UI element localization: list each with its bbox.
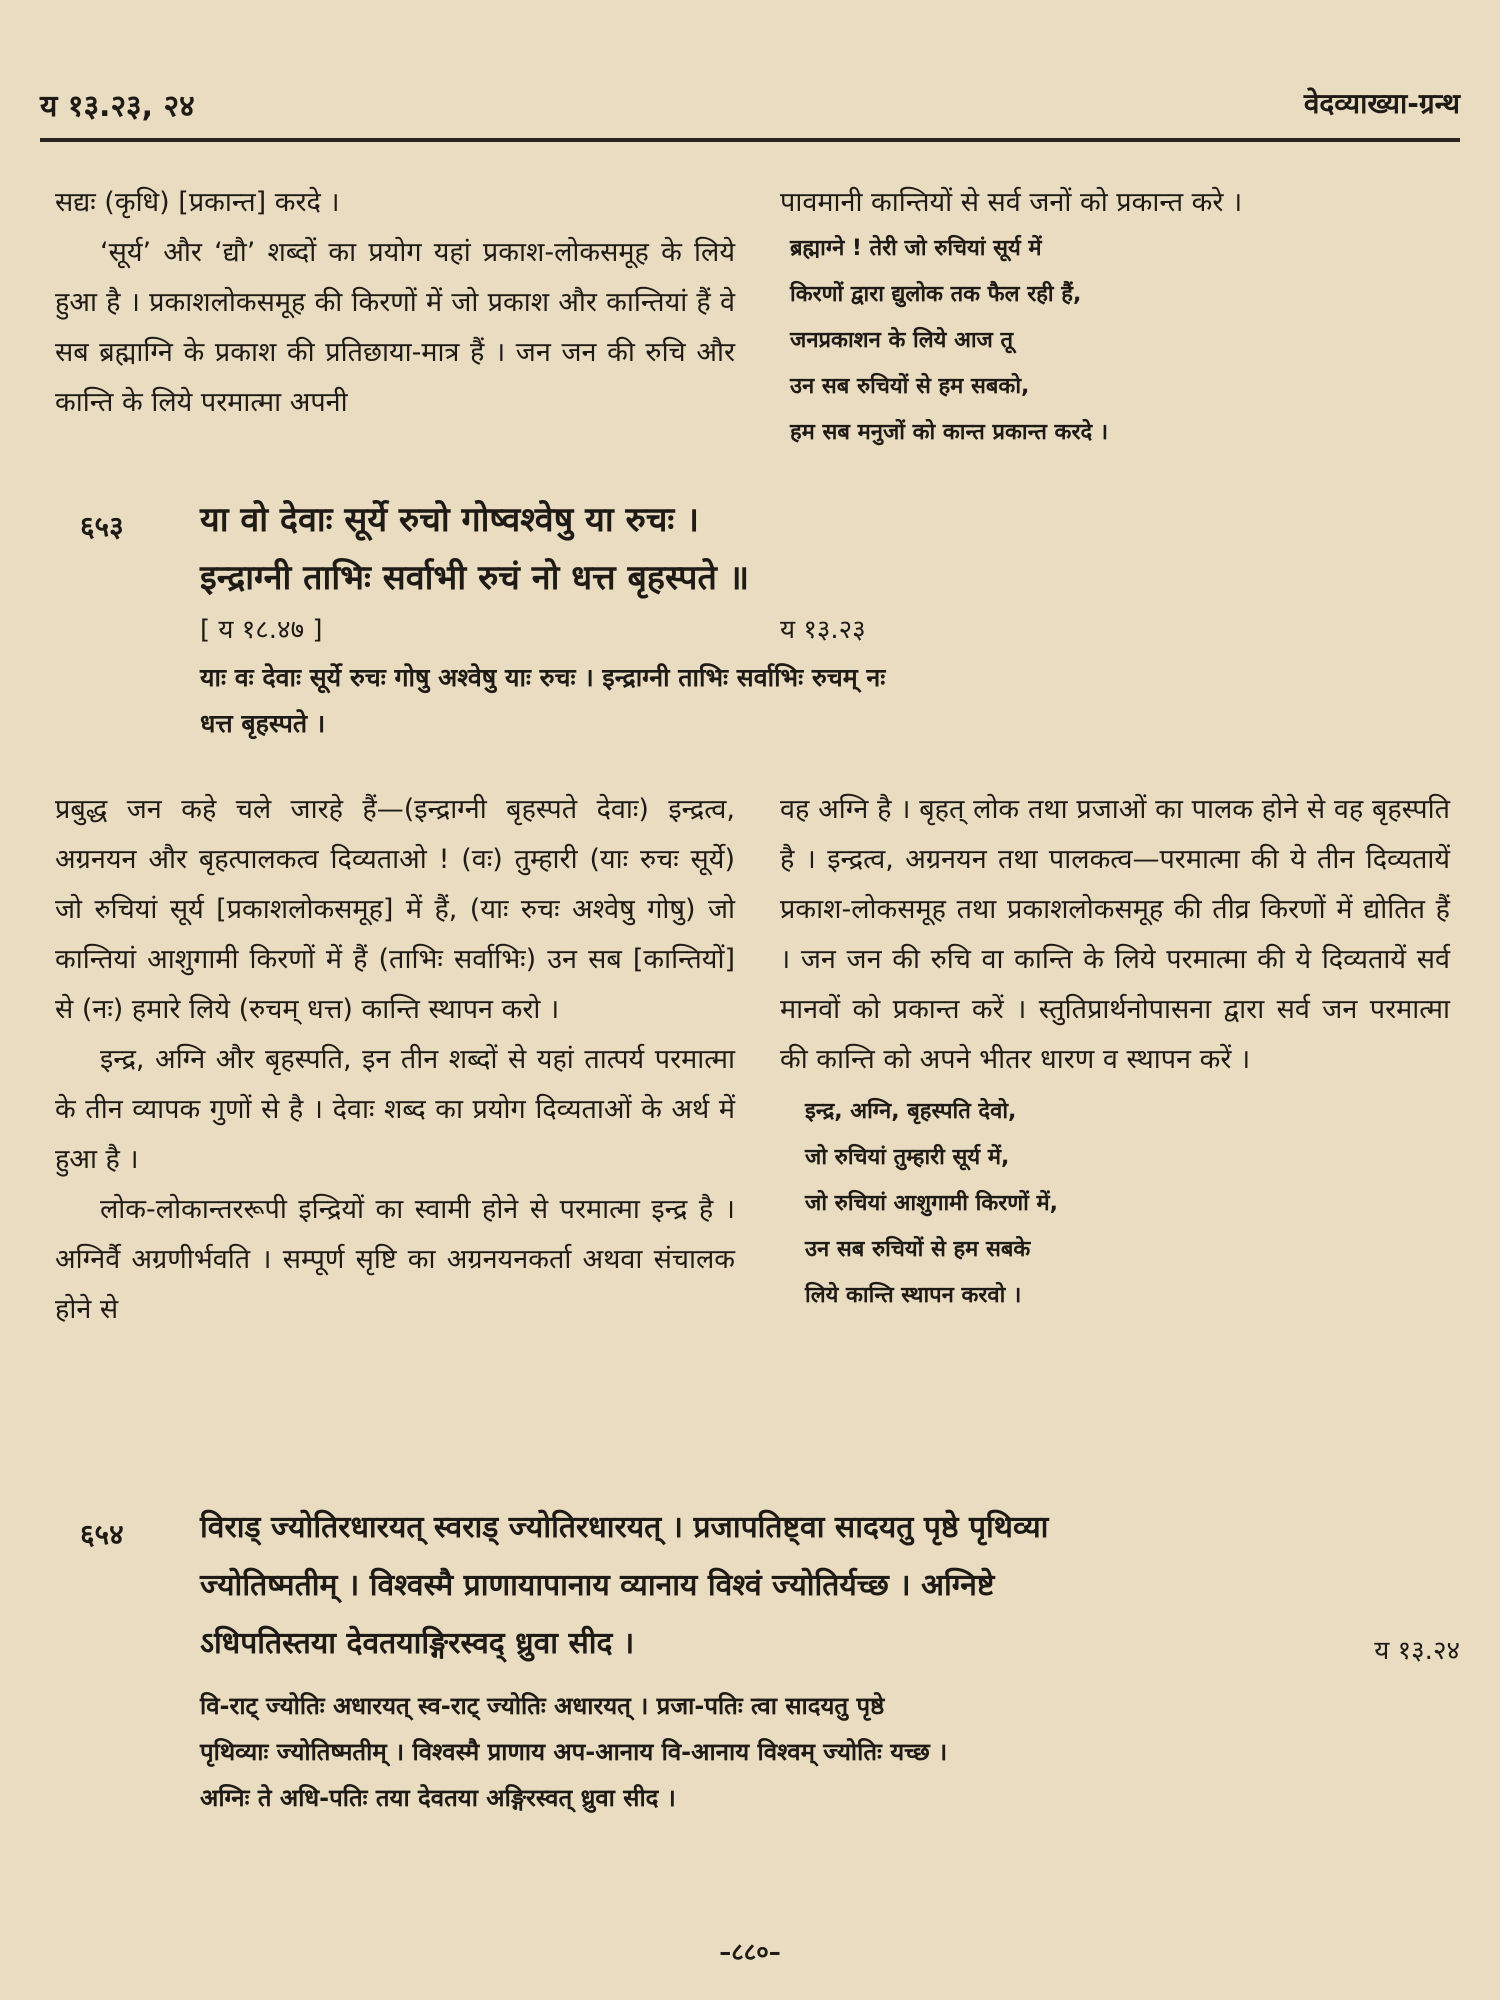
header-book-title: वेदव्याख्या-ग्रन्थ [1303,87,1460,120]
verse-line: उन सब रुचियों से हम सबके [805,1237,1031,1262]
page-number: –८८०– [719,1938,781,1966]
hindi-verse-block [780,226,1450,456]
section2-right-column [780,785,1450,1319]
body-paragraph: सद्यः (कृधि) [प्रकान्त] करदे । [55,187,340,218]
padapatha-line: वि-राट् ज्योतिः अधारयत् स्व-राट् ज्योतिः अधारयत् । प्रजा-पतिः त्वा सादयतु पृष्ठे [200,1692,885,1720]
body-paragraph: लोक-लोकान्तररूपी इन्द्रियों का स्वामी होने से परमात्मा इन्द्र है । अग्निर्वै अग्रणीर्भवति । सम्पूर्ण सृष्टि का अग्रनयनकर्ता अथवा संचालक होने से [55,1194,735,1325]
padapatha-line: अग्निः ते अधि-पतिः तया देवतया अङ्गिरस्वत् ध्रुवा सीद । [200,1784,676,1812]
body-paragraph: इन्द्र, अग्नि और बृहस्पति, इन तीन शब्दों से यहां तात्पर्य परमात्मा के तीन व्यापक गुणों से है । देवाः शब्द का प्रयोग दिव्यताओं के अर्थ में हुआ है । [55,1044,735,1175]
verse-line: जो रुचियां आशुगामी किरणों में, [805,1191,1059,1216]
body-paragraph: वह अग्नि है । बृहत् लोक तथा प्रजाओं का पालक होने से वह बृहस्पति है । इन्द्रत्व, अग्रनयन तथा पालकत्व—परमात्मा की ये तीन दिव्यतायें प्रकाश-लोकसमूह तथा प्रकाशलोकसमूह की तीव्र किरणों में द्योतित हैं । जन जन की रुचि वा कान्ति के लिये परमात्मा की ये दिव्यतायें सर्व मानवों को प्रकान्त करें । स्तुतिप्रार्थनोपासना द्वारा सर्व जन परमात्मा की कान्ति को अपने भीतर धारण व स्थापन करें । [780,794,1450,1075]
padapatha-block [200,1683,947,1821]
mantra-line: ज्योतिष्मतीम् । विश्वस्मै प्राणायापानाय व्यानाय विश्वं ज्योतिर्यच्छ । अग्निष्टे [200,1568,995,1603]
header-rule [40,138,1460,142]
verse-line: लिये कान्ति स्थापन करवो । [805,1283,1022,1308]
mantra-653 [80,495,1460,745]
body-paragraph: पावमानी कान्तियों से सर्व जनों को प्रकान्त करे । [780,187,1243,218]
mantra-cross-reference: [ य १८.४७ ] [200,615,323,645]
mantra-line: या वो देवाः सूर्ये रुचो गोष्वश्वेषु या रुचः । [200,500,700,540]
padapatha-block [200,655,885,747]
mantra-reference: य १३.२३ [780,615,866,645]
section1-left-column [55,178,735,428]
padapatha-line: याः वः देवाः सूर्ये रुचः गोषु अश्वेषु याः रुचः । इन्द्राग्नी ताभिः सर्वाभिः रुचम् नः [200,663,886,692]
mantra-number: ६५४ [80,1518,124,1551]
verse-line: हम सब मनुजों को कान्त प्रकान्त करदे । [790,420,1109,445]
verse-line: उन सब रुचियों से हम सबको, [790,374,1030,399]
section1-right-column [780,178,1450,456]
verse-line: किरणों द्वारा द्युलोक तक फैल रही हैं, [790,282,1082,307]
padapatha-line: पृथिव्याः ज्योतिष्मतीम् । विश्वस्मै प्राणाय अप-आनाय वि-आनाय विश्वम् ज्योतिः यच्छ । [200,1738,948,1766]
mantra-654 [80,1505,1460,1845]
body-paragraph: प्रबुद्ध जन कहे चले जारहे हैं—(इन्द्राग्नी बृहस्पते देवाः) इन्द्रत्व, अग्रनयन और बृहत्पालकत्व दिव्यताओ ! (वः) तुम्हारी (याः रुचः सूर्ये) जो रुचियां सूर्य [प्रकाशलोकसमूह] में हैं, (याः रुचः अश्वेषु गोषु) जो कान्तियां आशुगामी किरणों में हैं (ताभिः सर्वाभिः) उन सब [कान्तियों] से (नः) हमारे लिये (रुचम् धत्त) कान्ति स्थापन करो । [55,794,735,1025]
mantra-line: विराड् ज्योतिरधारयत् स्वराड् ज्योतिरधारयत् । प्रजापतिष्ट्वा सादयतु पृष्ठे पृथिव्या [200,1510,1049,1545]
mantra-number: ६५३ [80,510,124,543]
verse-line: जो रुचियां तुम्हारी सूर्य में, [805,1145,1010,1170]
verse-line: ब्रह्माग्ने ! तेरी जो रुचियां सूर्य में [790,236,1042,261]
mantra-line: इन्द्राग्नी ताभिः सर्वाभी रुचं नो धत्त बृहस्पते ॥ [200,558,750,598]
verse-line: जनप्रकाशन के लिये आज तू [790,328,1014,353]
mantra-line: ऽधिपतिस्तया देवतयाङ्गिरस्वद् ध्रुवा सीद । [200,1626,635,1661]
body-paragraph: ‘सूर्य’ और ‘द्यौ’ शब्दों का प्रयोग यहां प्रकाश-लोकसमूह के लिये हुआ है । प्रकाशलोकसमूह की किरणों में जो प्रकाश और कान्तियां हैं वे सब ब्रह्माग्नि के प्रकाश की प्रतिछाया-मात्र हैं । जन जन की रुचि और कान्ति के लिये परमात्मा अपनी [55,237,735,418]
header-reference: य १३.२३, २४ [40,89,195,124]
verse-line: इन्द्र, अग्नि, बृहस्पति देवो, [805,1099,1017,1124]
hindi-verse-block [780,1089,1450,1319]
running-header [40,84,1460,134]
section2-left-column [55,785,735,1335]
padapatha-line: धत्त बृहस्पते । [200,709,326,738]
mantra-reference: य १३.२४ [1374,1636,1460,1666]
